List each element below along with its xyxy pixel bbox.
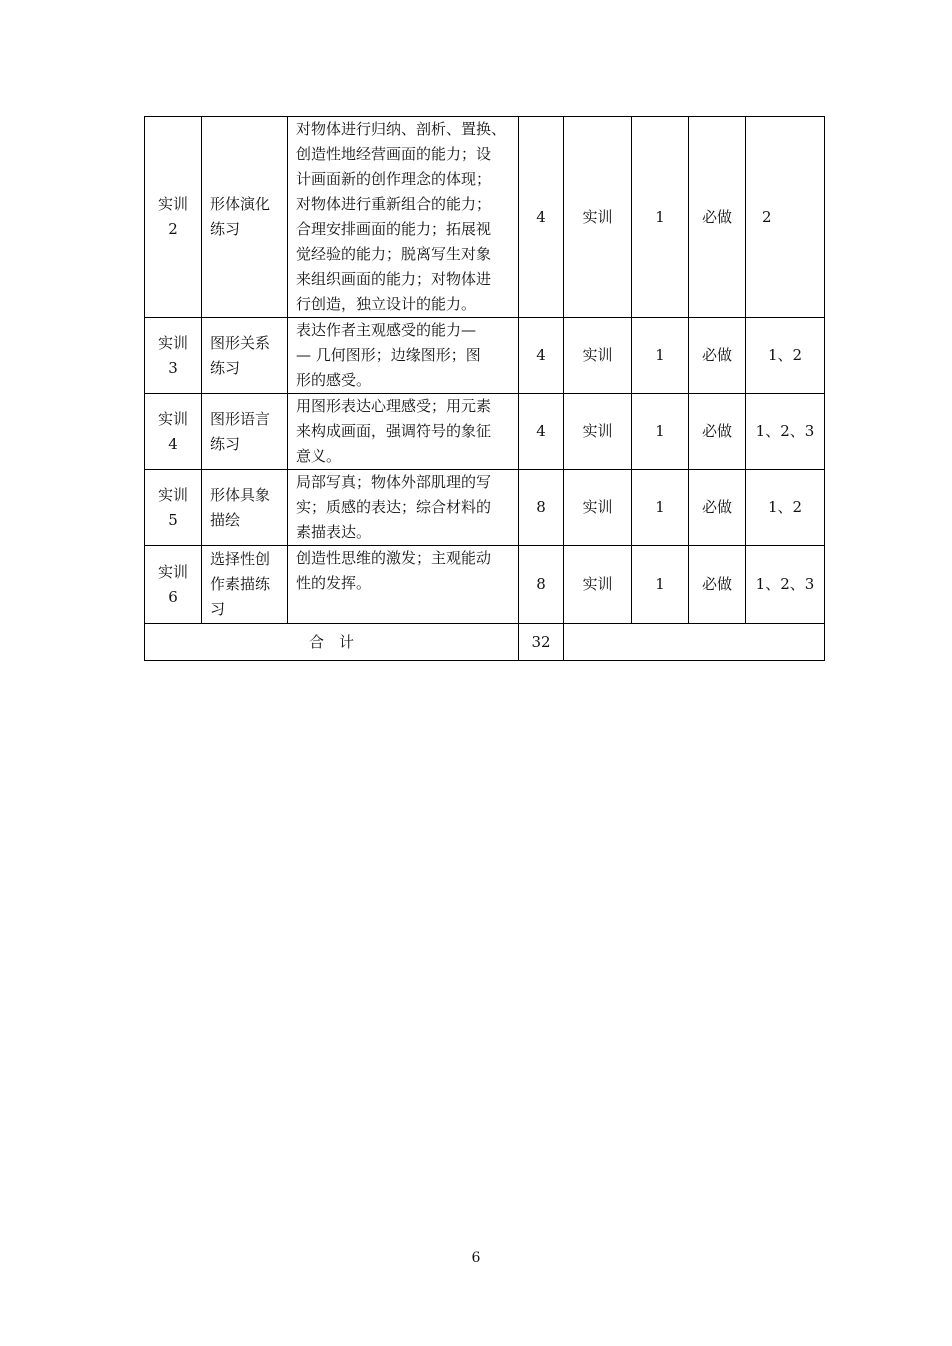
table-row (145, 470, 825, 546)
training-id-cell: 实训 2 (145, 117, 202, 318)
required-cell: 必做 (689, 470, 746, 546)
hours-cell: 4 (519, 318, 564, 394)
groups-cell: 1 (632, 394, 689, 470)
training-id-cell: 实训 6 (145, 546, 202, 624)
total-row (145, 624, 825, 661)
type-cell: 实训 (564, 318, 632, 394)
groups-cell: 1 (632, 318, 689, 394)
total-empty-cell (564, 624, 825, 661)
training-name-cell: 形体具象 描绘 (202, 470, 288, 546)
hours-cell: 4 (519, 394, 564, 470)
type-cell: 实训 (564, 117, 632, 318)
training-name-cell: 选择性创 作素描练 习 (202, 546, 288, 624)
type-cell: 实训 (564, 394, 632, 470)
hours-cell: 4 (519, 117, 564, 318)
table-row (145, 318, 825, 394)
total-label: 合 计 (145, 624, 519, 661)
training-name-cell: 图形语言 练习 (202, 394, 288, 470)
training-id-cell: 实训 3 (145, 318, 202, 394)
page-number: 6 (471, 1250, 481, 1266)
training-desc-cell: 对物体进行归纳、剖析、置换、 创造性地经营画面的能力；设 计画面新的创作理念的体现； 对物体进行重新组合的能力； 合理安排画面的能力；拓展视 觉经验的能力；脱离写生对象 来组织画面的能力；对物体进 行创造，独立设计的能力。 (288, 117, 519, 318)
training-id-cell: 实训 5 (145, 470, 202, 546)
required-cell: 必做 (689, 318, 746, 394)
training-table (144, 116, 825, 661)
training-id-cell: 实训 4 (145, 394, 202, 470)
table-row (145, 546, 825, 624)
hours-cell: 8 (519, 470, 564, 546)
training-desc-cell: 表达作者主观感受的能力— — 几何图形；边缘图形；图 形的感受。 (288, 318, 519, 394)
required-cell: 必做 (689, 117, 746, 318)
content-cell: 1、2 (746, 470, 825, 546)
content-cell: 2 (746, 117, 825, 318)
content-cell: 1、2、3 (746, 546, 825, 624)
table-row (145, 394, 825, 470)
table-row (145, 117, 825, 318)
training-desc-cell: 创造性思维的激发；主观能动 性的发挥。 (288, 546, 519, 624)
content-cell: 1、2 (746, 318, 825, 394)
content-cell: 1、2、3 (746, 394, 825, 470)
groups-cell: 1 (632, 117, 689, 318)
required-cell: 必做 (689, 394, 746, 470)
training-desc-cell: 局部写真；物体外部肌理的写 实；质感的表达；综合材料的 素描表达。 (288, 470, 519, 546)
training-desc-cell: 用图形表达心理感受；用元素 来构成画面，强调符号的象征 意义。 (288, 394, 519, 470)
groups-cell: 1 (632, 546, 689, 624)
training-name-cell: 图形关系 练习 (202, 318, 288, 394)
type-cell: 实训 (564, 470, 632, 546)
total-value: 32 (519, 624, 564, 661)
groups-cell: 1 (632, 470, 689, 546)
required-cell: 必做 (689, 546, 746, 624)
type-cell: 实训 (564, 546, 632, 624)
hours-cell: 8 (519, 546, 564, 624)
training-name-cell: 形体演化 练习 (202, 117, 288, 318)
